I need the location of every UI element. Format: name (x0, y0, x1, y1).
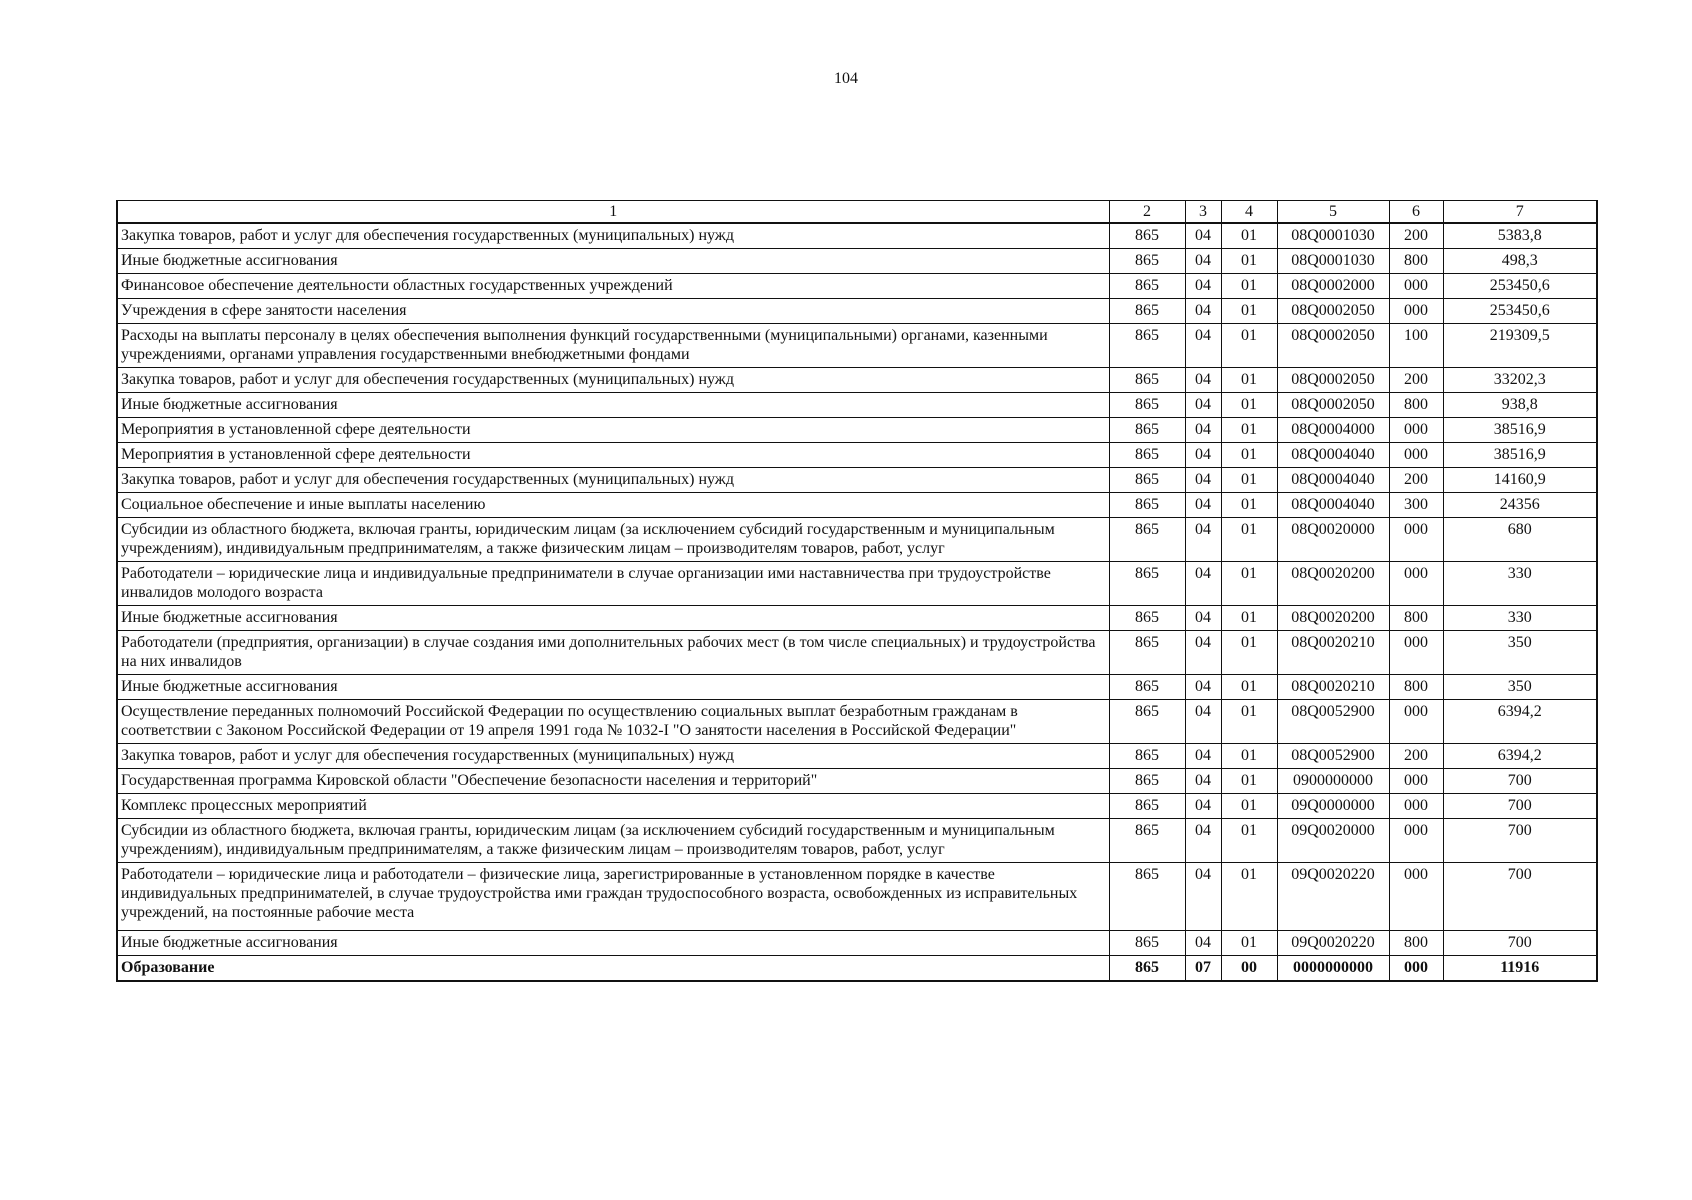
target-article: 08Q0002050 (1277, 324, 1389, 368)
section-code: 07 (1185, 956, 1221, 982)
grbs-code: 865 (1109, 606, 1185, 631)
section-code: 04 (1185, 819, 1221, 863)
amount: 6394,2 (1443, 700, 1597, 744)
expense-type: 200 (1389, 744, 1443, 769)
expense-type: 000 (1389, 631, 1443, 675)
expense-type: 000 (1389, 863, 1443, 931)
page-number: 104 (834, 70, 858, 87)
section-code: 04 (1185, 606, 1221, 631)
amount: 498,3 (1443, 249, 1597, 274)
section-code: 04 (1185, 493, 1221, 518)
amount: 700 (1443, 819, 1597, 863)
table-row (117, 956, 1597, 982)
expense-type: 800 (1389, 393, 1443, 418)
expense-type: 000 (1389, 794, 1443, 819)
expense-type: 000 (1389, 299, 1443, 324)
table-row (117, 700, 1597, 744)
table-row (117, 443, 1597, 468)
target-article: 08Q0052900 (1277, 700, 1389, 744)
amount: 219309,5 (1443, 324, 1597, 368)
expense-type: 000 (1389, 819, 1443, 863)
table-row (117, 324, 1597, 368)
row-name: Учреждения в сфере занятости населения (117, 299, 1109, 324)
target-article: 08Q0020210 (1277, 675, 1389, 700)
expense-type: 100 (1389, 324, 1443, 368)
target-article: 08Q0020000 (1277, 518, 1389, 562)
target-article: 08Q0002050 (1277, 393, 1389, 418)
grbs-code: 865 (1109, 274, 1185, 299)
subsection-code: 01 (1221, 418, 1277, 443)
grbs-code: 865 (1109, 794, 1185, 819)
row-name: Закупка товаров, работ и услуг для обеспечения государственных (муниципальных) нужд (117, 744, 1109, 769)
amount: 6394,2 (1443, 744, 1597, 769)
grbs-code: 865 (1109, 393, 1185, 418)
row-name: Мероприятия в установленной сфере деятельности (117, 418, 1109, 443)
target-article: 0000000000 (1277, 956, 1389, 982)
row-name: Иные бюджетные ассигнования (117, 606, 1109, 631)
target-article: 08Q0004040 (1277, 468, 1389, 493)
expense-type: 800 (1389, 606, 1443, 631)
row-name: Образование (117, 956, 1109, 982)
amount: 350 (1443, 675, 1597, 700)
subsection-code: 01 (1221, 393, 1277, 418)
row-name: Государственная программа Кировской области "Обеспечение безопасности населения и территорий" (117, 769, 1109, 794)
column-header: 6 (1389, 201, 1443, 224)
expense-type: 200 (1389, 368, 1443, 393)
amount: 5383,8 (1443, 223, 1597, 249)
section-code: 04 (1185, 443, 1221, 468)
row-name: Комплекс процессных мероприятий (117, 794, 1109, 819)
section-code: 04 (1185, 675, 1221, 700)
target-article: 08Q0004040 (1277, 443, 1389, 468)
grbs-code: 865 (1109, 493, 1185, 518)
section-code: 04 (1185, 418, 1221, 443)
section-code: 04 (1185, 274, 1221, 299)
subsection-code: 01 (1221, 518, 1277, 562)
amount: 14160,9 (1443, 468, 1597, 493)
column-header: 3 (1185, 201, 1221, 224)
amount: 350 (1443, 631, 1597, 675)
section-code: 04 (1185, 223, 1221, 249)
section-code: 04 (1185, 299, 1221, 324)
target-article: 08Q0020200 (1277, 606, 1389, 631)
section-code: 04 (1185, 468, 1221, 493)
grbs-code: 865 (1109, 299, 1185, 324)
expense-type: 000 (1389, 518, 1443, 562)
row-name: Финансовое обеспечение деятельности областных государственных учреждений (117, 274, 1109, 299)
section-code: 04 (1185, 518, 1221, 562)
grbs-code: 865 (1109, 418, 1185, 443)
expense-type: 000 (1389, 274, 1443, 299)
table-row (117, 744, 1597, 769)
table-row (117, 769, 1597, 794)
amount: 680 (1443, 518, 1597, 562)
grbs-code: 865 (1109, 819, 1185, 863)
expense-type: 000 (1389, 418, 1443, 443)
subsection-code: 01 (1221, 744, 1277, 769)
row-name: Субсидии из областного бюджета, включая гранты, юридическим лицам (за исключением субсидий государственным и муниципальным учреждениям), индивидуальным предпринимателям, а также физическим лицам – производителям товаров, работ, услуг (117, 518, 1109, 562)
grbs-code: 865 (1109, 863, 1185, 931)
expense-type: 000 (1389, 956, 1443, 982)
table-row (117, 931, 1597, 956)
table-row (117, 562, 1597, 606)
grbs-code: 865 (1109, 931, 1185, 956)
subsection-code: 01 (1221, 223, 1277, 249)
target-article: 08Q0004000 (1277, 418, 1389, 443)
subsection-code: 01 (1221, 700, 1277, 744)
row-name: Закупка товаров, работ и услуг для обеспечения государственных (муниципальных) нужд (117, 223, 1109, 249)
subsection-code: 01 (1221, 675, 1277, 700)
target-article: 08Q0001030 (1277, 223, 1389, 249)
table-row (117, 249, 1597, 274)
table-row (117, 675, 1597, 700)
subsection-code: 01 (1221, 274, 1277, 299)
section-code: 04 (1185, 368, 1221, 393)
table-row (117, 393, 1597, 418)
row-name: Работодатели – юридические лица и работодатели – физические лица, зарегистрированные в установленном порядке в качестве индивидуальных предпринимателей, в случае трудоустройства ими граждан трудоспособного возраста, освобожденных из исправительных учреждений, на постоянные рабочие места (117, 863, 1109, 931)
table-row (117, 368, 1597, 393)
table-row (117, 274, 1597, 299)
amount: 330 (1443, 562, 1597, 606)
target-article: 08Q0002050 (1277, 368, 1389, 393)
subsection-code: 01 (1221, 931, 1277, 956)
section-code: 04 (1185, 631, 1221, 675)
amount: 24356 (1443, 493, 1597, 518)
target-article: 08Q0052900 (1277, 744, 1389, 769)
target-article: 08Q0001030 (1277, 249, 1389, 274)
table-row (117, 418, 1597, 443)
table-row (117, 794, 1597, 819)
target-article: 09Q0020220 (1277, 931, 1389, 956)
amount: 330 (1443, 606, 1597, 631)
row-name: Осуществление переданных полномочий Российской Федерации по осуществлению социальных выплат безработным гражданам в соответствии с Законом Российской Федерации от 19 апреля 1991 года № 1032-I "О занятости населения в Российской Федерации" (117, 700, 1109, 744)
row-name: Работодатели (предприятия, организации) в случае создания ими дополнительных рабочих мест (в том числе специальных) и трудоустройства на них инвалидов (117, 631, 1109, 675)
row-name: Субсидии из областного бюджета, включая гранты, юридическим лицам (за исключением субсидий государственным и муниципальным учреждениям), индивидуальным предпринимателям, а также физическим лицам – производителям товаров, работ, услуг (117, 819, 1109, 863)
column-header: 2 (1109, 201, 1185, 224)
target-article: 09Q0020000 (1277, 819, 1389, 863)
amount: 33202,3 (1443, 368, 1597, 393)
target-article: 08Q0020210 (1277, 631, 1389, 675)
target-article: 08Q0002050 (1277, 299, 1389, 324)
amount: 700 (1443, 931, 1597, 956)
section-code: 04 (1185, 794, 1221, 819)
row-name: Иные бюджетные ассигнования (117, 393, 1109, 418)
amount: 938,8 (1443, 393, 1597, 418)
amount: 38516,9 (1443, 443, 1597, 468)
section-code: 04 (1185, 324, 1221, 368)
table-row (117, 299, 1597, 324)
subsection-code: 01 (1221, 368, 1277, 393)
subsection-code: 01 (1221, 794, 1277, 819)
target-article: 09Q0020220 (1277, 863, 1389, 931)
amount: 700 (1443, 769, 1597, 794)
column-header: 5 (1277, 201, 1389, 224)
section-code: 04 (1185, 744, 1221, 769)
column-header: 1 (117, 201, 1109, 224)
grbs-code: 865 (1109, 368, 1185, 393)
table-row (117, 819, 1597, 863)
grbs-code: 865 (1109, 223, 1185, 249)
grbs-code: 865 (1109, 744, 1185, 769)
table-row (117, 518, 1597, 562)
row-name: Иные бюджетные ассигнования (117, 931, 1109, 956)
grbs-code: 865 (1109, 324, 1185, 368)
target-article: 08Q0002000 (1277, 274, 1389, 299)
target-article: 08Q0020200 (1277, 562, 1389, 606)
row-name: Социальное обеспечение и иные выплаты населению (117, 493, 1109, 518)
table-header-row (117, 201, 1597, 224)
subsection-code: 01 (1221, 249, 1277, 274)
amount: 38516,9 (1443, 418, 1597, 443)
column-header: 4 (1221, 201, 1277, 224)
expense-type: 800 (1389, 249, 1443, 274)
table-row (117, 863, 1597, 931)
expense-type: 000 (1389, 562, 1443, 606)
expense-type: 000 (1389, 700, 1443, 744)
table-row (117, 493, 1597, 518)
grbs-code: 865 (1109, 700, 1185, 744)
expense-type: 000 (1389, 443, 1443, 468)
subsection-code: 01 (1221, 631, 1277, 675)
amount: 11916 (1443, 956, 1597, 982)
table-row (117, 631, 1597, 675)
row-name: Работодатели – юридические лица и индивидуальные предприниматели в случае организации ими наставничества при трудоустройстве инвалидов молодого возраста (117, 562, 1109, 606)
grbs-code: 865 (1109, 443, 1185, 468)
column-header: 7 (1443, 201, 1597, 224)
subsection-code: 01 (1221, 562, 1277, 606)
subsection-code: 01 (1221, 493, 1277, 518)
subsection-code: 01 (1221, 324, 1277, 368)
expense-type: 000 (1389, 769, 1443, 794)
subsection-code: 01 (1221, 443, 1277, 468)
section-code: 04 (1185, 931, 1221, 956)
row-name: Закупка товаров, работ и услуг для обеспечения государственных (муниципальных) нужд (117, 368, 1109, 393)
row-name: Расходы на выплаты персоналу в целях обеспечения выполнения функций государственными (муниципальными) органами, казенными учреждениями, органами управления государственными внебюджетными фондами (117, 324, 1109, 368)
table-row (117, 606, 1597, 631)
table-row (117, 223, 1597, 249)
amount: 253450,6 (1443, 299, 1597, 324)
target-article: 08Q0004040 (1277, 493, 1389, 518)
section-code: 04 (1185, 562, 1221, 606)
expense-type: 200 (1389, 223, 1443, 249)
table-row (117, 468, 1597, 493)
subsection-code: 01 (1221, 606, 1277, 631)
grbs-code: 865 (1109, 769, 1185, 794)
amount: 700 (1443, 863, 1597, 931)
section-code: 04 (1185, 863, 1221, 931)
expense-type: 800 (1389, 931, 1443, 956)
grbs-code: 865 (1109, 249, 1185, 274)
subsection-code: 01 (1221, 819, 1277, 863)
grbs-code: 865 (1109, 562, 1185, 606)
row-name: Мероприятия в установленной сфере деятельности (117, 443, 1109, 468)
expense-type: 200 (1389, 468, 1443, 493)
table-body (117, 223, 1597, 981)
grbs-code: 865 (1109, 518, 1185, 562)
section-code: 04 (1185, 700, 1221, 744)
section-code: 04 (1185, 249, 1221, 274)
budget-table (116, 200, 1598, 982)
subsection-code: 01 (1221, 769, 1277, 794)
row-name: Закупка товаров, работ и услуг для обеспечения государственных (муниципальных) нужд (117, 468, 1109, 493)
expense-type: 800 (1389, 675, 1443, 700)
target-article: 09Q0000000 (1277, 794, 1389, 819)
subsection-code: 01 (1221, 468, 1277, 493)
grbs-code: 865 (1109, 956, 1185, 982)
grbs-code: 865 (1109, 631, 1185, 675)
subsection-code: 00 (1221, 956, 1277, 982)
target-article: 0900000000 (1277, 769, 1389, 794)
grbs-code: 865 (1109, 675, 1185, 700)
subsection-code: 01 (1221, 863, 1277, 931)
amount: 700 (1443, 794, 1597, 819)
section-code: 04 (1185, 393, 1221, 418)
row-name: Иные бюджетные ассигнования (117, 675, 1109, 700)
amount: 253450,6 (1443, 274, 1597, 299)
row-name: Иные бюджетные ассигнования (117, 249, 1109, 274)
expense-type: 300 (1389, 493, 1443, 518)
section-code: 04 (1185, 769, 1221, 794)
subsection-code: 01 (1221, 299, 1277, 324)
grbs-code: 865 (1109, 468, 1185, 493)
